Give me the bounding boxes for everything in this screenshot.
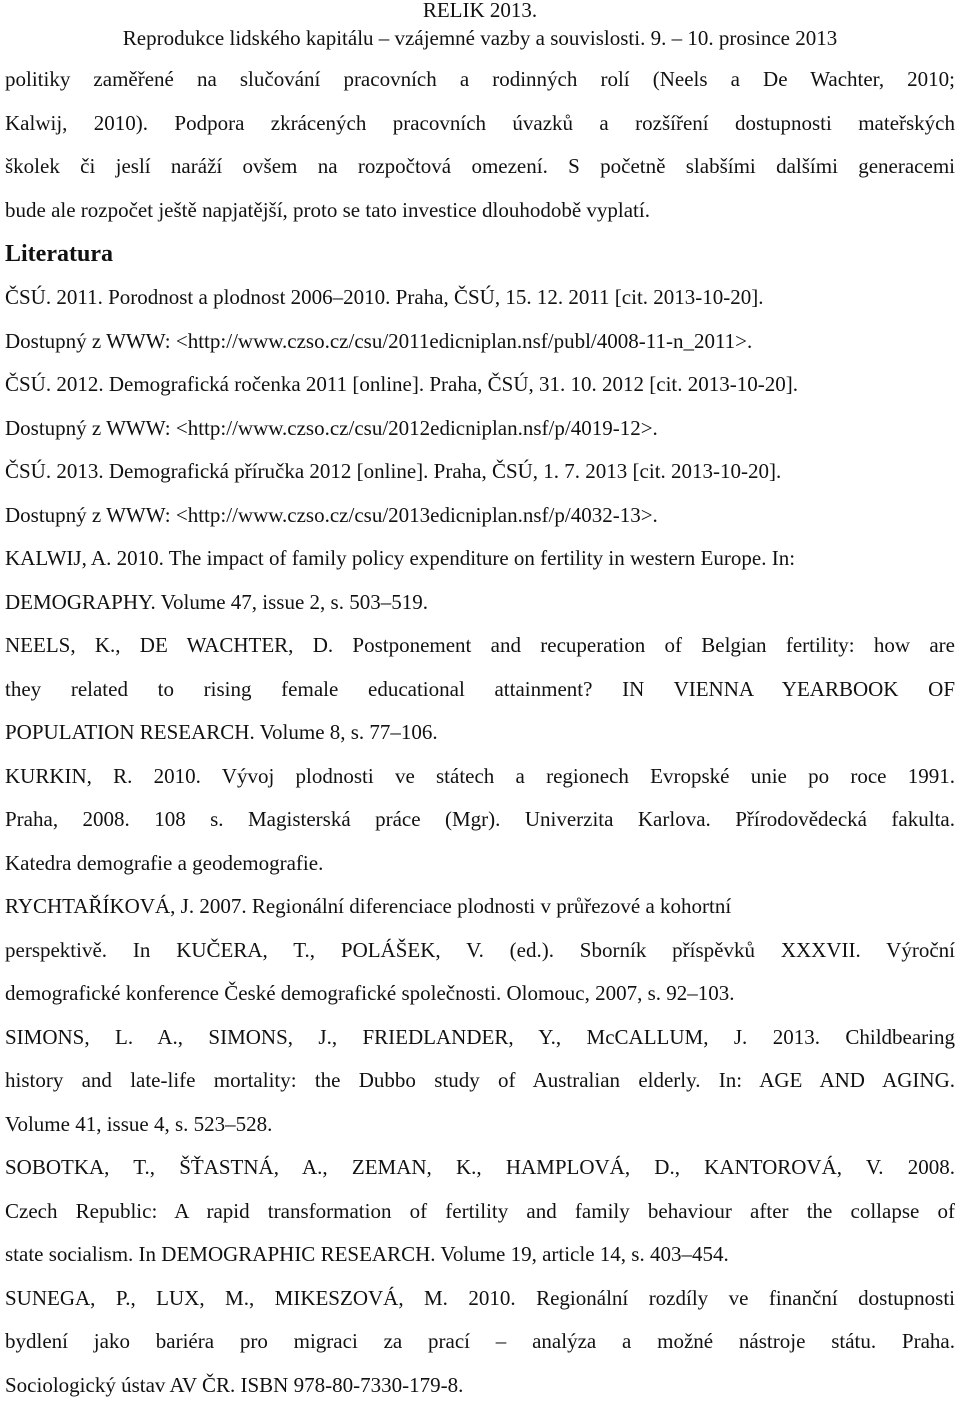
reference-line: ČSÚ. 2012. Demografická ročenka 2011 [online]. Praha, ČSÚ, 31. 10. 2012 [cit. 2013-10-20]. [5, 372, 798, 396]
reference-line: ČSÚ. 2013. Demografická příručka 2012 [online]. Praha, ČSÚ, 1. 7. 2013 [cit. 2013-10-20]. [5, 459, 782, 483]
reference-line: NEELS, K., DE WACHTER, D. Postponement and recuperation of Belgian fertility: how are [5, 633, 955, 657]
reference-line: KURKIN, R. 2010. Vývoj plodnosti ve státech a regionech Evropské unie po roce 1991. [5, 763, 955, 788]
paragraph-line: bude ale rozpočet ještě napjatější, proto se tato investice dlouhodobě vyplatí. [5, 197, 650, 222]
conference-title: RELIK 2013. [422, 0, 538, 22]
reference-line: Praha, 2008. 108 s. Magisterská práce (Mgr). Univerzita Karlova. Přírodovědecká fakulta. [5, 807, 955, 831]
reference-item [5, 363, 955, 450]
reference-item [5, 885, 955, 1016]
reference-line: Katedra demografie a geodemografie. [5, 850, 324, 875]
reference-list [5, 276, 955, 1407]
reference-item [5, 755, 955, 886]
reference-line: Dostupný z WWW: <http://www.czso.cz/csu/2013edicniplan.nsf/p/4032-13>. [5, 502, 658, 527]
reference-line: Sociologický ústav AV ČR. ISBN 978-80-7330-179-8. [5, 1372, 464, 1397]
reference-line: bydlení jako bariéra pro migraci za prací – analýza a možné nástroje státu. Praha. [5, 1329, 955, 1353]
intro-paragraph [5, 58, 955, 232]
reference-line: Czech Republic: A rapid transformation of fertility and family behaviour after the collapse of [5, 1198, 955, 1223]
reference-line: history and late-life mortality: the Dubbo study of Australian elderly. In: AGE AND AGING. [5, 1068, 955, 1092]
conference-subtitle: Reprodukce lidského kapitálu – vzájemné vazby a souvislosti. 9. – 10. prosince 2013 [122, 26, 838, 50]
page-content [0, 58, 960, 1407]
reference-line: Dostupný z WWW: <http://www.czso.cz/csu/2012edicniplan.nsf/p/4019-12>. [5, 415, 658, 440]
reference-line: KALWIJ, A. 2010. The impact of family policy expenditure on fertility in western Europe. In: [5, 546, 796, 570]
reference-line: SOBOTKA, T., ŠŤASTNÁ, A., ZEMAN, K., HAMPLOVÁ, D., KANTOROVÁ, V. 2008. [5, 1155, 955, 1179]
page-header [0, 0, 960, 50]
reference-item [5, 624, 955, 755]
reference-item [5, 1277, 955, 1408]
reference-item [5, 450, 955, 537]
paragraph-line: politiky zaměřené na slučování pracovních a rodinných rolí (Neels a De Wachter, 2010; [5, 67, 955, 91]
reference-line: SIMONS, L. A., SIMONS, J., FRIEDLANDER, Y., McCALLUM, J. 2013. Childbearing [5, 1024, 955, 1049]
reference-item [5, 1016, 955, 1147]
reference-line: Volume 41, issue 4, s. 523–528. [5, 1111, 273, 1136]
reference-line: state socialism. In DEMOGRAPHIC RESEARCH. Volume 19, article 14, s. 403–454. [5, 1242, 729, 1266]
reference-line: perspektivě. In KUČERA, T., POLÁŠEK, V. (ed.). Sborník příspěvků XXXVII. Výroční [5, 937, 955, 962]
reference-line: SUNEGA, P., LUX, M., MIKESZOVÁ, M. 2010. Regionální rozdíly ve finanční dostupnosti [5, 1285, 955, 1310]
reference-line: they related to rising female educational attainment? IN VIENNA YEARBOOK OF [5, 676, 955, 701]
reference-item [5, 537, 955, 624]
reference-line: demografické konference České demografické společnosti. Olomouc, 2007, s. 92–103. [5, 981, 735, 1005]
paragraph-line: Kalwij, 2010). Podpora zkrácených pracovních úvazků a rozšíření dostupnosti mateřských [5, 110, 955, 135]
reference-item [5, 276, 955, 363]
reference-line: DEMOGRAPHY. Volume 47, issue 2, s. 503–519. [5, 589, 428, 614]
section-heading: Literatura [5, 241, 113, 267]
paragraph-line: školek či jeslí naráží ovšem na rozpočtová omezení. S početně slabšími dalšími generacemi [5, 154, 955, 178]
reference-line: ČSÚ. 2011. Porodnost a plodnost 2006–2010. Praha, ČSÚ, 15. 12. 2011 [cit. 2013-10-20]. [5, 285, 764, 309]
reference-line: RYCHTAŘÍKOVÁ, J. 2007. Regionální diferenciace plodnosti v průřezové a kohortní [5, 894, 732, 918]
reference-line: Dostupný z WWW: <http://www.czso.cz/csu/2011edicniplan.nsf/publ/4008-11-n_2011>. [5, 328, 753, 353]
reference-item [5, 1146, 955, 1277]
reference-line: POPULATION RESEARCH. Volume 8, s. 77–106. [5, 720, 438, 744]
